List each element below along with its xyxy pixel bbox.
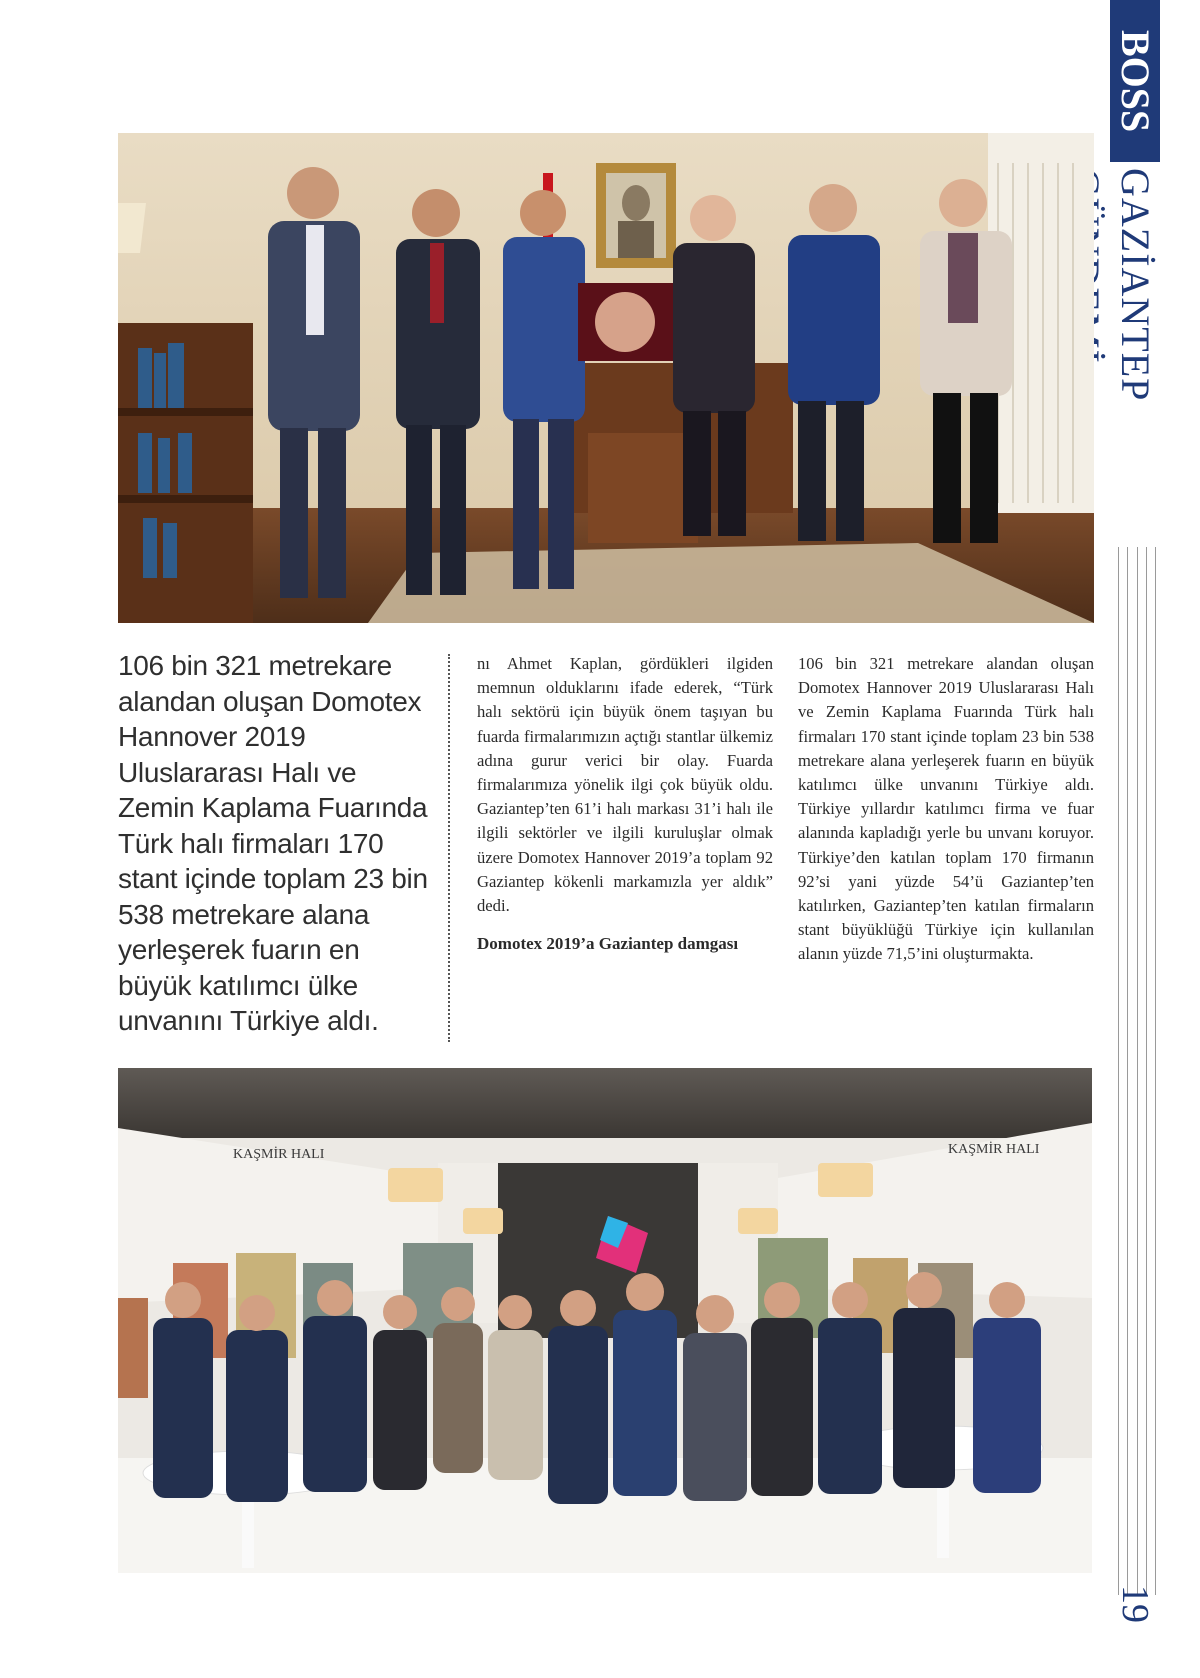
body-paragraph: 106 bin 321 metrekare alandan oluşan Domotex Hannover 2019 Uluslararası Halı ve Zemin Kaplama Fuarında Türk halı firmaları 170 stant içinde toplam 23 bin 538 metrekare alana yerleşerek fuarın en büyük katılımcı ülke unvanını Türkiye aldı. Türkiye yıllardır katılımcı firma ve fuar alanında kapladığı yerle bu unvanı koruyor. Türkiye’den katılan toplam 170 firmanın 92’si yani yüzde 54’ü Gaziantep’ten katılırken, Gaziantep’ten katılan firmaların stant büyüklüğü Türkiye için kullanılan alanın yüzde 71,5’ini oluşturmakta. xyxy=(798,654,1094,964)
booth-group-photo xyxy=(118,1068,1092,1573)
body-paragraph: nı Ahmet Kaplan, gördükleri ilgiden memnun olduklarını ifade ederek, “Türk halı sektörü için büyük önem taşıyan bu fuarda firmalarımızın açtığı stantlar ülkemiz adına gurur verici bir olay. Fuarda firmalarımıza yönelik ilgi çok büyük oldu. Gaziantep’ten 61’i halı markası 31’i halı ile ilgili sektörler ve ilgili kuruluşlar olmak üzere Domotex Hannover 2019’a toplam 92 Gaziantep kökenli markamızla yer aldık” dedi. xyxy=(477,654,773,916)
lead-paragraph: 106 bin 321 metrekare alandan oluşan Domotex Hannover 2019 Uluslararası Halı ve Zemin Kaplama Fuarında Türk halı firmaları 170 stant içinde toplam 23 bin 538 metrekare alana yerleşerek fuarın en büyük katılımcı ülke unvanını Türkiye aldı. xyxy=(118,650,428,1036)
group-handshake-photo xyxy=(118,133,1094,623)
booth-logo-right: KAŞMİR HALI xyxy=(948,1142,1040,1157)
body-column-3 xyxy=(798,652,1094,967)
column-divider xyxy=(448,654,450,1042)
body-column-2 xyxy=(477,652,773,956)
brand-name: BOSS xyxy=(1113,30,1158,133)
top-photo-illustration xyxy=(118,133,1094,623)
section-title: GAZİANTEP xyxy=(1113,168,1158,400)
subheading: Domotex 2019’a Gaziantep damgası xyxy=(477,934,739,954)
page-number: 19 xyxy=(1114,1585,1156,1623)
bottom-photo-illustration xyxy=(118,1068,1092,1573)
side-rule-lines xyxy=(1118,547,1156,1595)
booth-logo-left: KAŞMİR HALI xyxy=(233,1147,325,1162)
